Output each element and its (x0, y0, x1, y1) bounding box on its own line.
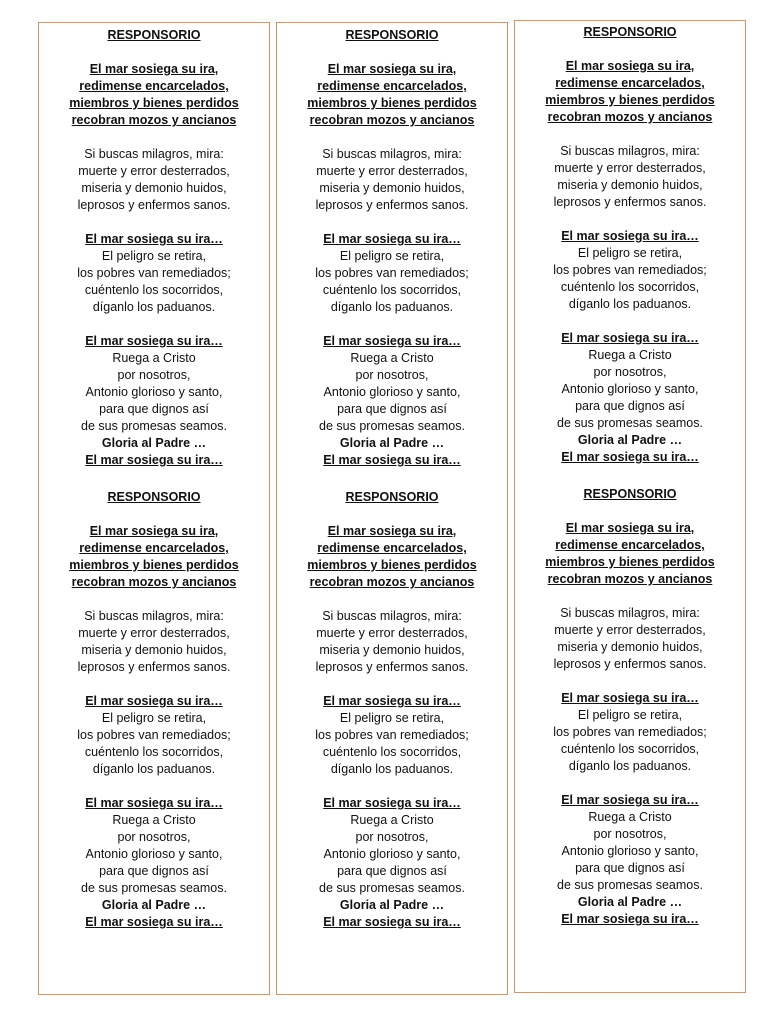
refrain-line: El mar sosiega su ira… (323, 694, 461, 708)
stanza3-line: Ruega a Cristo (588, 348, 672, 362)
copy-title: RESPONSORIO (345, 28, 439, 42)
antiphon-line: recobran mozos y ancianos (309, 575, 475, 589)
stanza3-line: para que dignos así (99, 402, 209, 416)
refrain-line: El mar sosiega su ira… (85, 796, 223, 810)
stanza3-line: de sus promesas seamos. (319, 419, 465, 433)
refrain-line: El mar sosiega su ira… (85, 915, 223, 929)
stanza1-line: leprosos y enfermos sanos. (553, 195, 707, 209)
stanza1-line: muerte y error desterrados, (316, 164, 468, 178)
stanza2-line: cuéntenlo los socorridos, (84, 745, 224, 759)
refrain-line: El mar sosiega su ira… (323, 334, 461, 348)
stanza2-line: cuéntenlo los socorridos, (560, 742, 700, 756)
stanza3-line: de sus promesas seamos. (557, 416, 703, 430)
stanza3-line: para que dignos así (99, 864, 209, 878)
copy-title: RESPONSORIO (583, 487, 677, 501)
stanza1-line: Si buscas milagros, mira: (84, 609, 224, 623)
stanza3-line: por nosotros, (117, 830, 191, 844)
antiphon-line: El mar sosiega su ira, (89, 524, 219, 538)
stanza1-line: leprosos y enfermos sanos. (315, 198, 469, 212)
stanza1-line: miseria y demonio huidos, (557, 178, 703, 192)
stanza1-line: muerte y error desterrados, (316, 626, 468, 640)
copy-title: RESPONSORIO (583, 25, 677, 39)
antiphon-line: El mar sosiega su ira, (565, 59, 695, 73)
stanza1-line: miseria y demonio huidos, (319, 643, 465, 657)
stanza3-line: para que dignos así (575, 399, 685, 413)
responsorio-copy (515, 486, 745, 928)
gloria-line: Gloria al Padre … (339, 436, 445, 450)
gloria-line: Gloria al Padre … (101, 898, 207, 912)
stanza1-line: leprosos y enfermos sanos. (315, 660, 469, 674)
antiphon-line: El mar sosiega su ira, (327, 62, 457, 76)
bookmark-column-2 (276, 22, 508, 995)
stanza1-line: miseria y demonio huidos, (319, 181, 465, 195)
responsorio-copy (277, 489, 507, 931)
stanza3-line: Antonio glorioso y santo, (561, 844, 699, 858)
stanza2-line: El peligro se retira, (101, 711, 207, 725)
responsorio-copy (39, 489, 269, 931)
stanza2-line: díganlo los paduanos. (92, 300, 216, 314)
stanza3-line: de sus promesas seamos. (319, 881, 465, 895)
stanza2-line: El peligro se retira, (339, 711, 445, 725)
refrain-line: El mar sosiega su ira… (85, 232, 223, 246)
refrain-line: El mar sosiega su ira… (85, 694, 223, 708)
stanza1-line: Si buscas milagros, mira: (322, 609, 462, 623)
stanza2-line: cuéntenlo los socorridos, (560, 280, 700, 294)
stanza3-line: por nosotros, (593, 827, 667, 841)
stanza3-line: Ruega a Cristo (350, 351, 434, 365)
refrain-line: El mar sosiega su ira… (323, 796, 461, 810)
refrain-line: El mar sosiega su ira… (85, 453, 223, 467)
responsorio-copy (277, 27, 507, 469)
stanza2-line: El peligro se retira, (577, 708, 683, 722)
bookmark-column-1 (38, 22, 270, 995)
antiphon-line: El mar sosiega su ira, (89, 62, 219, 76)
stanza1-line: Si buscas milagros, mira: (560, 606, 700, 620)
stanza1-line: Si buscas milagros, mira: (84, 147, 224, 161)
stanza1-line: leprosos y enfermos sanos. (77, 660, 231, 674)
stanza2-line: cuéntenlo los socorridos, (322, 745, 462, 759)
stanza2-line: díganlo los paduanos. (568, 297, 692, 311)
stanza3-line: Ruega a Cristo (112, 813, 196, 827)
stanza3-line: Antonio glorioso y santo, (323, 847, 461, 861)
stanza3-line: Ruega a Cristo (112, 351, 196, 365)
refrain-line: El mar sosiega su ira… (561, 912, 699, 926)
stanza2-line: cuéntenlo los socorridos, (84, 283, 224, 297)
stanza3-line: de sus promesas seamos. (81, 419, 227, 433)
stanza3-line: por nosotros, (355, 830, 429, 844)
stanza1-line: muerte y error desterrados, (78, 626, 230, 640)
refrain-line: El mar sosiega su ira… (323, 915, 461, 929)
refrain-line: El mar sosiega su ira… (323, 453, 461, 467)
stanza2-line: El peligro se retira, (577, 246, 683, 260)
refrain-line: El mar sosiega su ira… (561, 331, 699, 345)
responsorio-copy (39, 27, 269, 469)
stanza2-line: los pobres van remediados; (315, 728, 469, 742)
stanza1-line: leprosos y enfermos sanos. (77, 198, 231, 212)
stanza1-line: miseria y demonio huidos, (81, 643, 227, 657)
antiphon-line: recobran mozos y ancianos (71, 575, 237, 589)
gloria-line: Gloria al Padre … (577, 895, 683, 909)
antiphon-line: redimense encarcelados, (555, 538, 705, 552)
stanza2-line: díganlo los paduanos. (330, 762, 454, 776)
stanza3-line: de sus promesas seamos. (81, 881, 227, 895)
responsorio-copy (515, 24, 745, 466)
antiphon-line: recobran mozos y ancianos (547, 110, 713, 124)
stanza2-line: díganlo los paduanos. (330, 300, 454, 314)
copy-title: RESPONSORIO (107, 28, 201, 42)
antiphon-line: recobran mozos y ancianos (309, 113, 475, 127)
antiphon-line: miembros y bienes perdidos (307, 558, 477, 572)
stanza3-line: por nosotros, (355, 368, 429, 382)
stanza2-line: los pobres van remediados; (553, 263, 707, 277)
stanza2-line: El peligro se retira, (101, 249, 207, 263)
antiphon-line: El mar sosiega su ira, (327, 524, 457, 538)
stanza2-line: cuéntenlo los socorridos, (322, 283, 462, 297)
refrain-line: El mar sosiega su ira… (561, 229, 699, 243)
antiphon-line: redimense encarcelados, (79, 541, 229, 555)
antiphon-line: redimense encarcelados, (79, 79, 229, 93)
antiphon-line: miembros y bienes perdidos (307, 96, 477, 110)
stanza2-line: los pobres van remediados; (315, 266, 469, 280)
stanza2-line: los pobres van remediados; (553, 725, 707, 739)
stanza2-line: díganlo los paduanos. (568, 759, 692, 773)
stanza1-line: muerte y error desterrados, (554, 161, 706, 175)
refrain-line: El mar sosiega su ira… (323, 232, 461, 246)
stanza1-line: muerte y error desterrados, (78, 164, 230, 178)
stanza3-line: Ruega a Cristo (350, 813, 434, 827)
stanza2-line: díganlo los paduanos. (92, 762, 216, 776)
stanza3-line: Ruega a Cristo (588, 810, 672, 824)
antiphon-line: redimense encarcelados, (555, 76, 705, 90)
stanza1-line: Si buscas milagros, mira: (322, 147, 462, 161)
stanza3-line: Antonio glorioso y santo, (85, 847, 223, 861)
stanza3-line: para que dignos así (337, 864, 447, 878)
stanza3-line: para que dignos así (337, 402, 447, 416)
stanza3-line: para que dignos así (575, 861, 685, 875)
stanza3-line: Antonio glorioso y santo, (561, 382, 699, 396)
stanza3-line: por nosotros, (593, 365, 667, 379)
gloria-line: Gloria al Padre … (101, 436, 207, 450)
refrain-line: El mar sosiega su ira… (561, 450, 699, 464)
stanza2-line: El peligro se retira, (339, 249, 445, 263)
stanza1-line: leprosos y enfermos sanos. (553, 657, 707, 671)
stanza1-line: miseria y demonio huidos, (557, 640, 703, 654)
antiphon-line: miembros y bienes perdidos (69, 96, 239, 110)
antiphon-line: miembros y bienes perdidos (545, 555, 715, 569)
refrain-line: El mar sosiega su ira… (85, 334, 223, 348)
antiphon-line: miembros y bienes perdidos (545, 93, 715, 107)
bookmark-column-3 (514, 20, 746, 993)
gloria-line: Gloria al Padre … (339, 898, 445, 912)
stanza2-line: los pobres van remediados; (77, 728, 231, 742)
antiphon-line: redimense encarcelados, (317, 79, 467, 93)
antiphon-line: miembros y bienes perdidos (69, 558, 239, 572)
gloria-line: Gloria al Padre … (577, 433, 683, 447)
antiphon-line: El mar sosiega su ira, (565, 521, 695, 535)
refrain-line: El mar sosiega su ira… (561, 691, 699, 705)
stanza3-line: Antonio glorioso y santo, (85, 385, 223, 399)
stanza1-line: miseria y demonio huidos, (81, 181, 227, 195)
stanza2-line: los pobres van remediados; (77, 266, 231, 280)
copy-title: RESPONSORIO (345, 490, 439, 504)
stanza1-line: muerte y error desterrados, (554, 623, 706, 637)
antiphon-line: recobran mozos y ancianos (71, 113, 237, 127)
antiphon-line: recobran mozos y ancianos (547, 572, 713, 586)
stanza3-line: por nosotros, (117, 368, 191, 382)
refrain-line: El mar sosiega su ira… (561, 793, 699, 807)
stanza3-line: de sus promesas seamos. (557, 878, 703, 892)
stanza1-line: Si buscas milagros, mira: (560, 144, 700, 158)
copy-title: RESPONSORIO (107, 490, 201, 504)
stanza3-line: Antonio glorioso y santo, (323, 385, 461, 399)
antiphon-line: redimense encarcelados, (317, 541, 467, 555)
